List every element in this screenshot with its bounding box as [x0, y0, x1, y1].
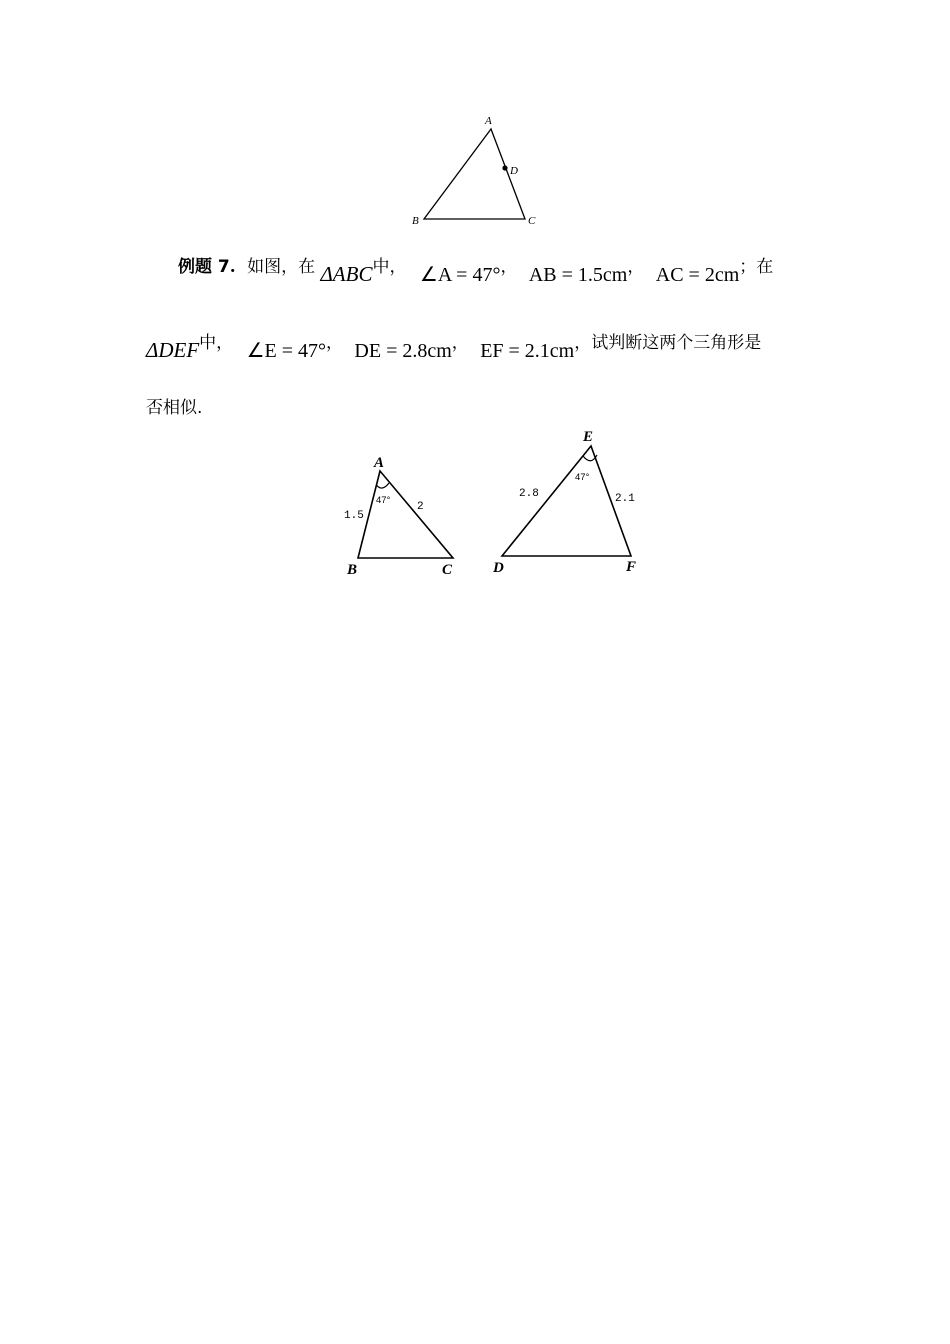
- triangle-abc-figure: [395, 108, 555, 234]
- left-triangle-shape: [358, 471, 453, 558]
- ac-length: AC = 2cm: [655, 264, 740, 286]
- question-part-b: 否相似.: [146, 398, 203, 418]
- right-label-d: D: [493, 560, 504, 576]
- comma-4: ，: [451, 333, 469, 353]
- zhong-text-1: 中，: [372, 257, 407, 277]
- zhong-text-2: 中，: [199, 333, 234, 353]
- left-label-a: A: [374, 455, 385, 471]
- right-angle-label: 47°: [575, 472, 590, 483]
- title-separator: .: [229, 257, 236, 277]
- right-label-e: E: [583, 429, 594, 445]
- label-b: B: [412, 215, 419, 227]
- label-d: D: [510, 165, 518, 177]
- left-side-ac: 2: [417, 501, 424, 513]
- comma-1: ，: [500, 257, 518, 277]
- problem-line-2: [146, 328, 762, 362]
- de-length: DE = 2.8cm: [354, 340, 452, 362]
- left-label-c: C: [442, 562, 453, 578]
- problem-line-3: [146, 393, 202, 418]
- angle-a: ∠A = 47°: [419, 264, 501, 286]
- label-c: C: [528, 215, 536, 227]
- right-triangle-shape: [502, 446, 631, 556]
- triangle-abc: ΔABC: [320, 262, 373, 286]
- comma-2: ，: [627, 257, 645, 277]
- ef-length: EF = 2.1cm: [480, 340, 575, 362]
- left-side-ab: 1.5: [344, 510, 364, 522]
- angle-e: ∠E = 47°: [246, 340, 326, 362]
- two-triangles-figure: [335, 422, 655, 588]
- problem-line-1: [146, 252, 774, 286]
- left-label-b: B: [347, 562, 358, 578]
- semi-zai: ；在: [739, 257, 774, 277]
- right-side-ed: 2.8: [519, 488, 539, 500]
- right-label-f: F: [626, 559, 637, 575]
- left-angle-arc: [377, 483, 390, 488]
- comma-3: ，: [326, 333, 343, 353]
- problem-title: 例题 7: [178, 257, 230, 277]
- right-side-ef: 2.1: [615, 493, 635, 505]
- intro-text: 如图，在: [247, 257, 316, 277]
- point-d-dot: [502, 165, 507, 170]
- left-angle-label: 47°: [376, 495, 391, 506]
- ab-length: AB = 1.5cm: [528, 264, 628, 286]
- question-part-a: ，试判断这两个三角形是: [574, 333, 762, 353]
- label-a: A: [485, 115, 492, 127]
- triangle-def: ΔDEF: [146, 338, 200, 362]
